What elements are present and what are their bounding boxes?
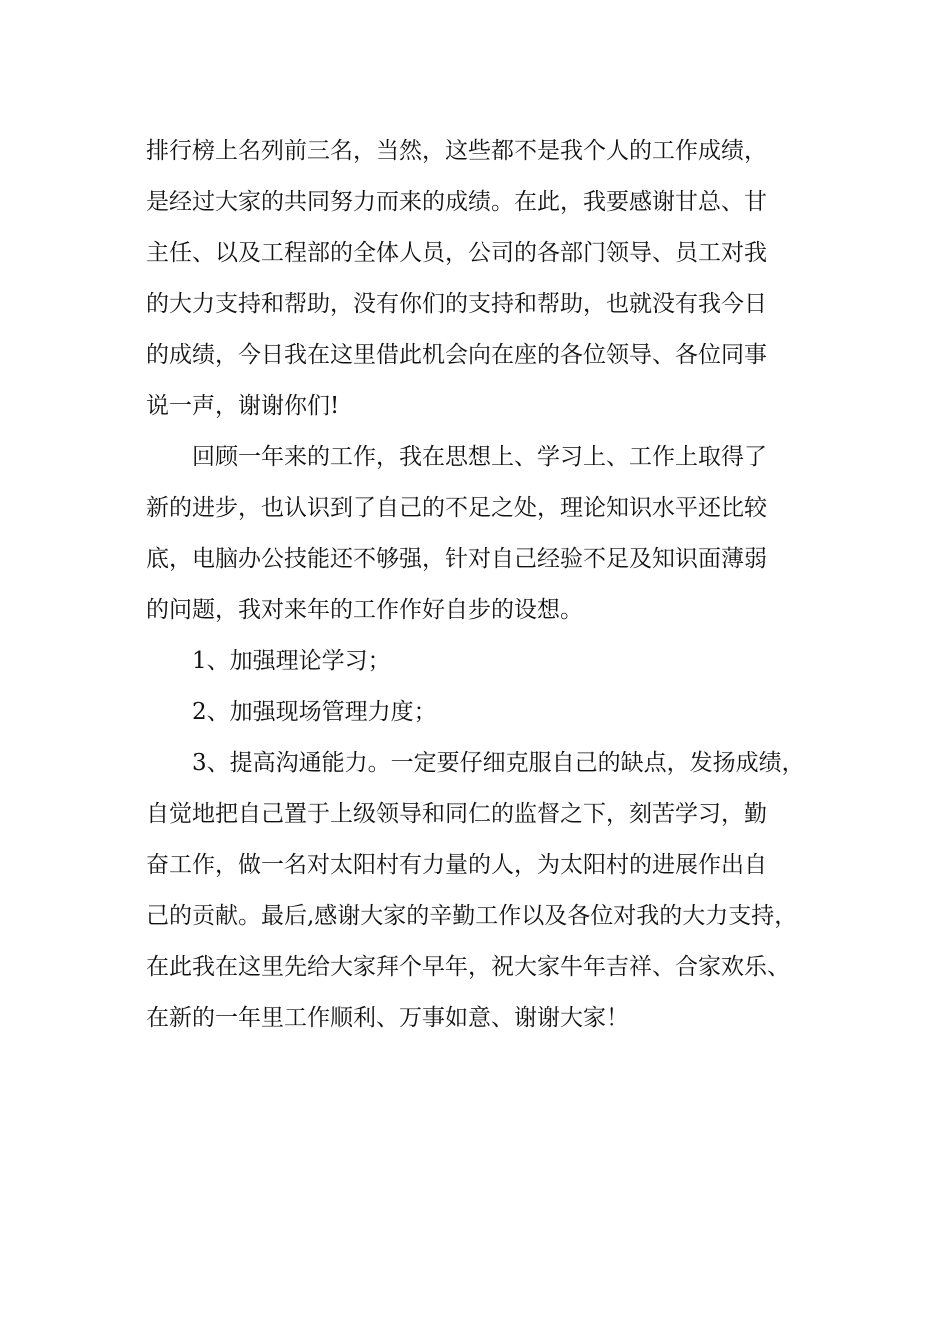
text-line: 己的贡献。最后,感谢大家的辛勤工作以及各位对我的大力支持， [146,903,798,929]
text-line: 底，电脑办公技能还不够强，针对自己经验不足及知识面薄弱 [146,546,767,572]
text-line: 是经过大家的共同努力而来的成绩。在此，我要感谢甘总、甘 [146,189,767,215]
text-line: 说一声，谢谢你们! [146,393,340,419]
text-line: 自觉地把自己置于上级领导和同仁的监督之下，刻苦学习，勤 [146,801,767,827]
text-line: 在新的一年里工作顺利、万事如意、谢谢大家！ [146,1005,629,1031]
text-line: 的成绩，今日我在这里借此机会向在座的各位领导、各位同事 [146,342,767,368]
list-item-1: 1、加强理论学习； [192,648,391,674]
text-line: 的大力支持和帮助，没有你们的支持和帮助，也就没有我今日 [146,291,767,317]
text-line: 主任、以及工程部的全体人员，公司的各部门领导、员工对我 [146,240,767,266]
list-item-2: 2、加强现场管理力度； [192,699,437,725]
text-line: 的问题，我对来年的工作作好自步的设想。 [146,597,583,623]
text-line: 新的进步，也认识到了自己的不足之处，理论知识水平还比较 [146,495,767,521]
text-line: 排行榜上名列前三名，当然，这些都不是我个人的工作成绩， [146,138,767,164]
body-text [146,126,836,1044]
paragraph-start-line: 回顾一年来的工作，我在思想上、学习上、工作上取得了 [192,444,767,470]
text-line: 奋工作，做一名对太阳村有力量的人，为太阳村的进展作出自 [146,852,767,878]
list-item-3: 3、提高沟通能力。一定要仔细克服自己的缺点，发扬成绩， [192,750,805,776]
text-line: 在此我在这里先给大家拜个早年，祝大家牛年吉祥、合家欢乐、 [146,954,790,980]
